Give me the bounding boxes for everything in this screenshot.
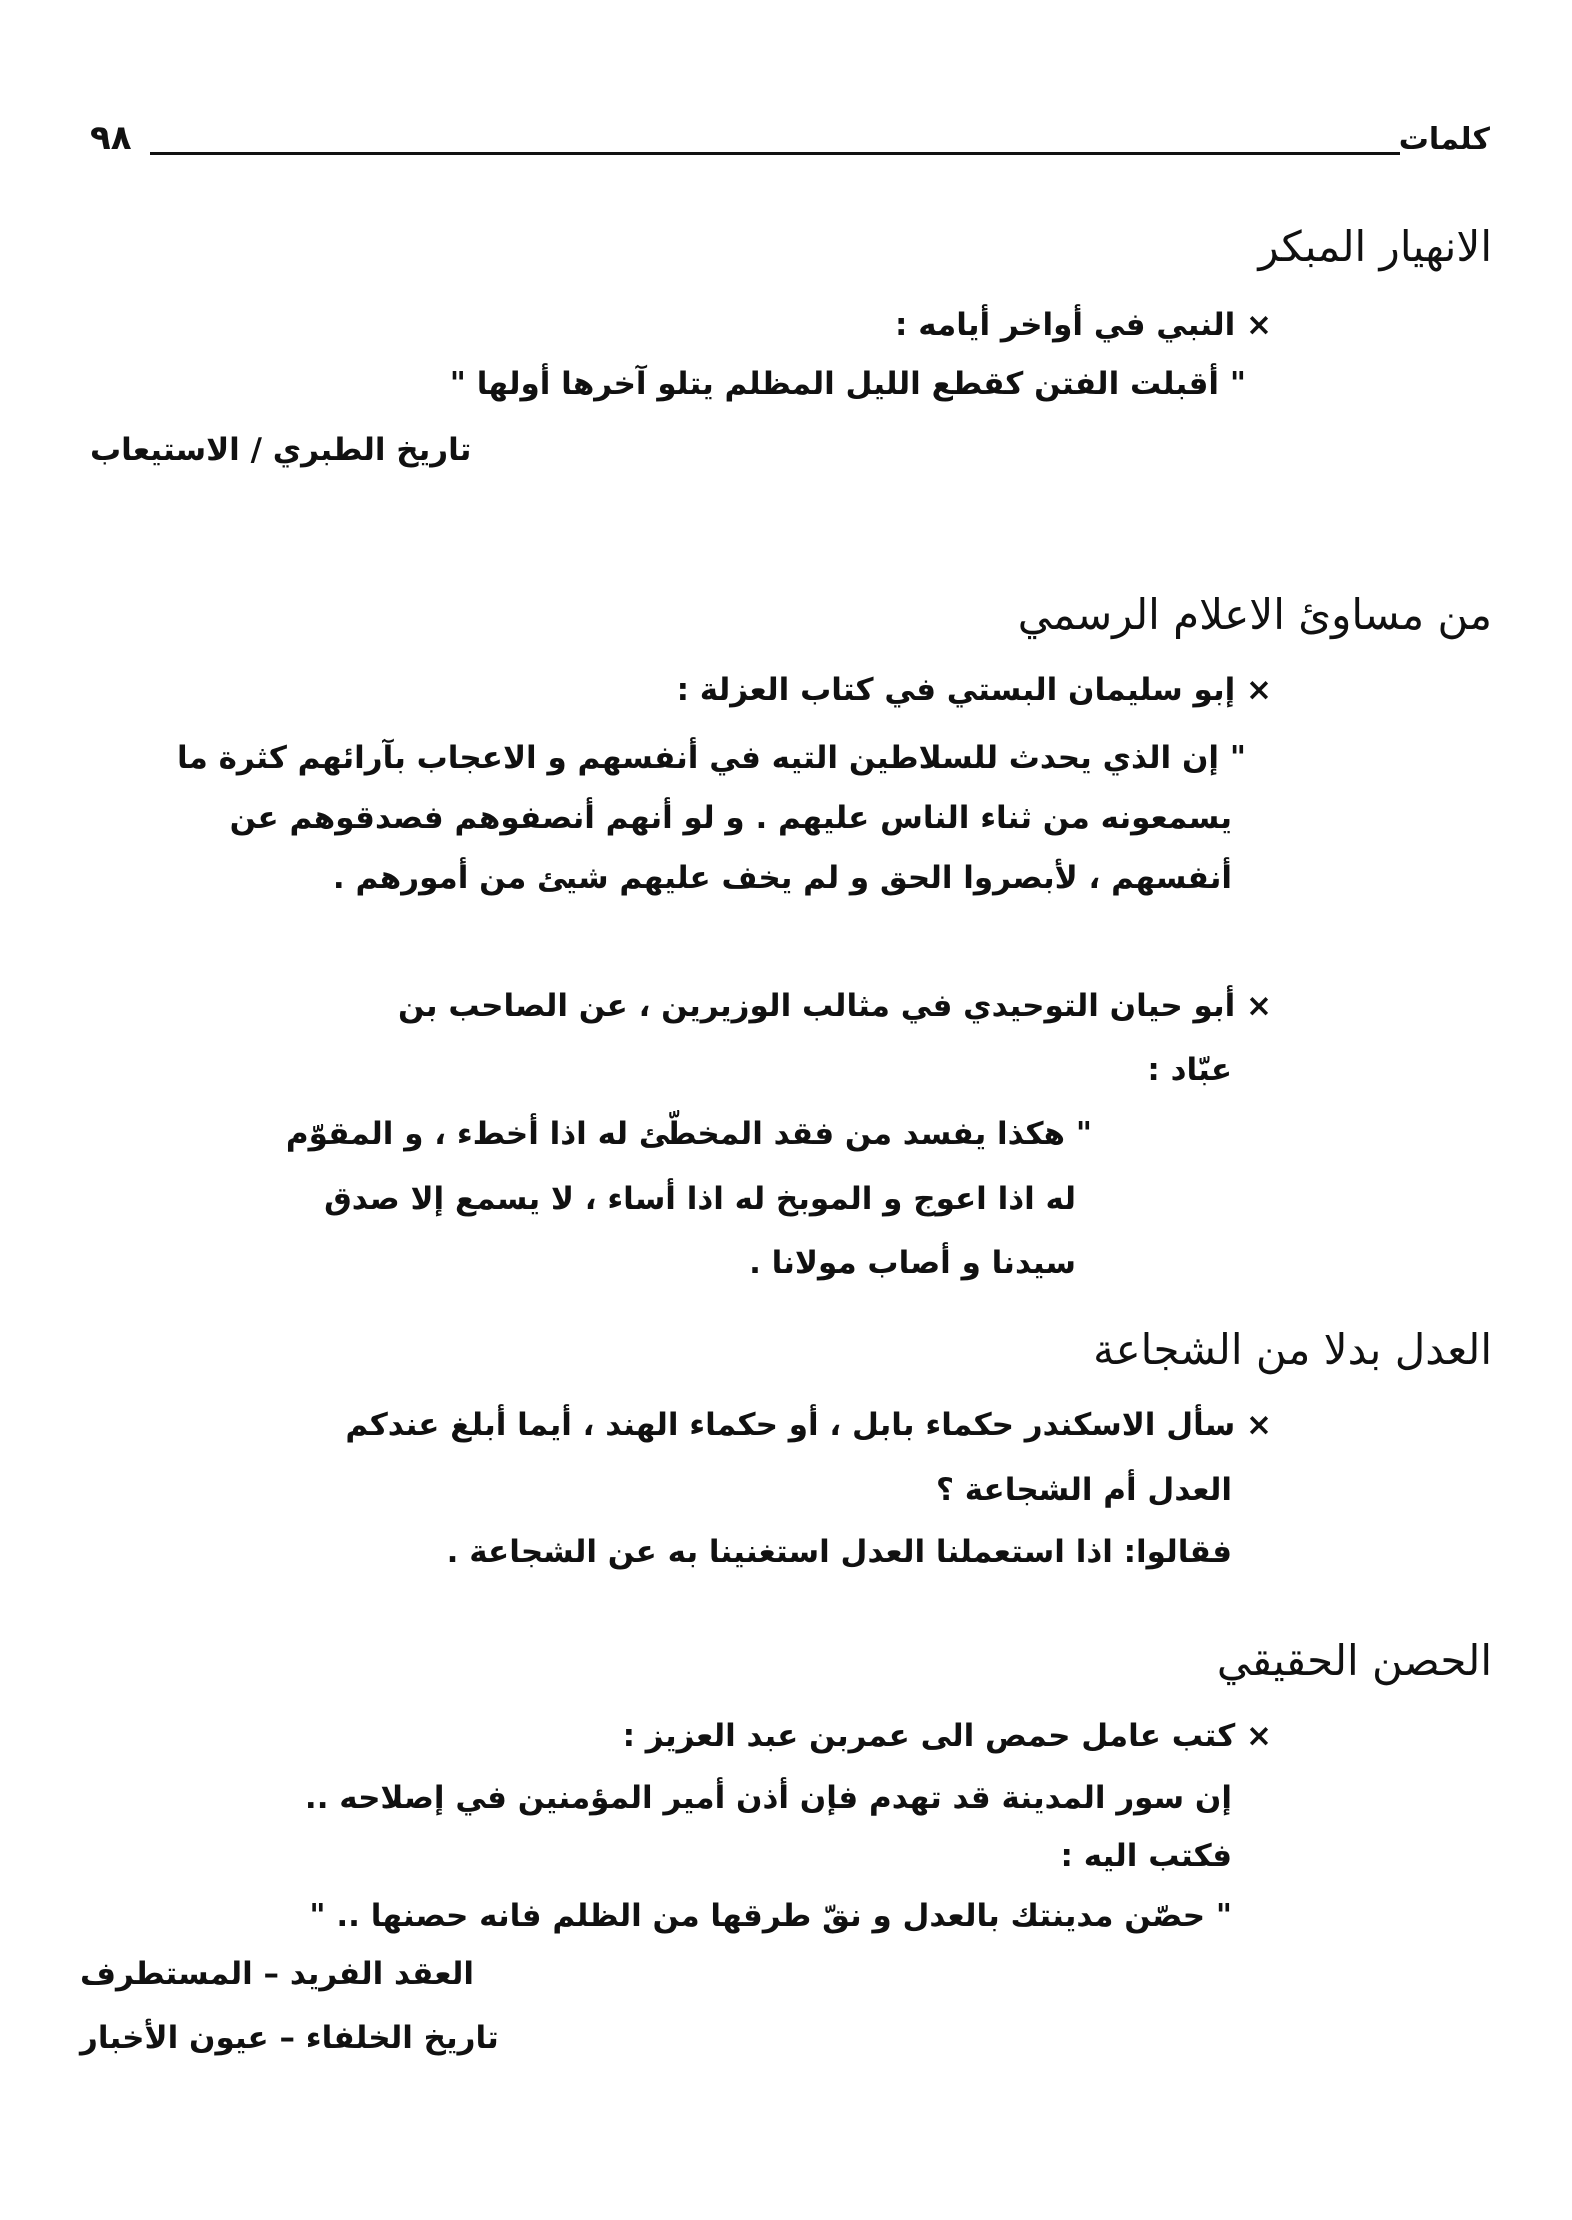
source-citation: تاريخ الطبري / الاستيعاب bbox=[90, 432, 472, 468]
section-heading-justice: العدل بدلا من الشجاعة bbox=[1093, 1325, 1492, 1374]
quote-line: " أقبلت الفتن كقطع الليل المظلم يتلو آخرها أولها " bbox=[449, 366, 1246, 402]
section-heading-early-collapse: الانهيار المبكر bbox=[1258, 222, 1492, 271]
text-line: فكتب اليه : bbox=[1060, 1838, 1232, 1874]
text-line: إن سور المدينة قد تهدم فإن أذن أمير المؤمنين في إصلاحه .. bbox=[304, 1780, 1232, 1816]
source-citation: تاريخ الخلفاء – عيون الأخبار bbox=[80, 2020, 499, 2056]
section-heading-true-fortress: الحصن الحقيقي bbox=[1216, 1636, 1492, 1685]
running-title: كلمات bbox=[1398, 122, 1490, 157]
text-line: × سأل الاسكندر حكماء بابل ، أو حكماء الهند ، أيما أبلغ عندكم bbox=[345, 1407, 1272, 1443]
quote-line: " حصّن مدينتك بالعدل و نقّ طرقها من الظلم فانه حصنها .. " bbox=[309, 1898, 1232, 1934]
text-line: × كتب عامل حمص الى عمربن عبد العزيز : bbox=[622, 1718, 1272, 1754]
text-line: × النبي في أواخر أيامه : bbox=[895, 307, 1272, 343]
text-line: فقالوا: اذا استعملنا العدل استغنينا به عن الشجاعة . bbox=[446, 1534, 1232, 1570]
page-header bbox=[90, 118, 1490, 178]
quote-line: سيدنا و أصاب مولانا . bbox=[749, 1245, 1076, 1281]
section-heading-official-media: من مساوئ الاعلام الرسمي bbox=[1017, 590, 1492, 639]
quote-line: أنفسهم ، لأبصروا الحق و لم يخف عليهم شيئ من أمورهم . bbox=[332, 860, 1232, 896]
quote-line: " إن الذي يحدث للسلاطين التيه في أنفسهم و الاعجاب بآرائهم كثرة ما bbox=[177, 740, 1246, 776]
text-line: العدل أم الشجاعة ؟ bbox=[935, 1472, 1232, 1508]
quote-line: له اذا اعوج و الموبخ له اذا أساء ، لا يسمع إلا صدق bbox=[324, 1181, 1076, 1217]
text-line: × إبو سليمان البستي في كتاب العزلة : bbox=[676, 672, 1272, 708]
header-rule bbox=[150, 152, 1400, 155]
source-citation: العقد الفريد – المستطرف bbox=[80, 1956, 475, 1992]
quote-line: " هكذا يفسد من فقد المخطّئ له اذا أخطء ، و المقوّم bbox=[285, 1116, 1092, 1152]
page-number: ٩٨ bbox=[90, 118, 132, 158]
quote-line: يسمعونه من ثناء الناس عليهم . و لو أنهم أنصفوهم فصدقوهم عن bbox=[229, 800, 1232, 836]
text-line: × أبو حيان التوحيدي في مثالب الوزيرين ، عن الصاحب بن bbox=[398, 988, 1272, 1024]
text-line: عبّاد : bbox=[1147, 1052, 1232, 1088]
